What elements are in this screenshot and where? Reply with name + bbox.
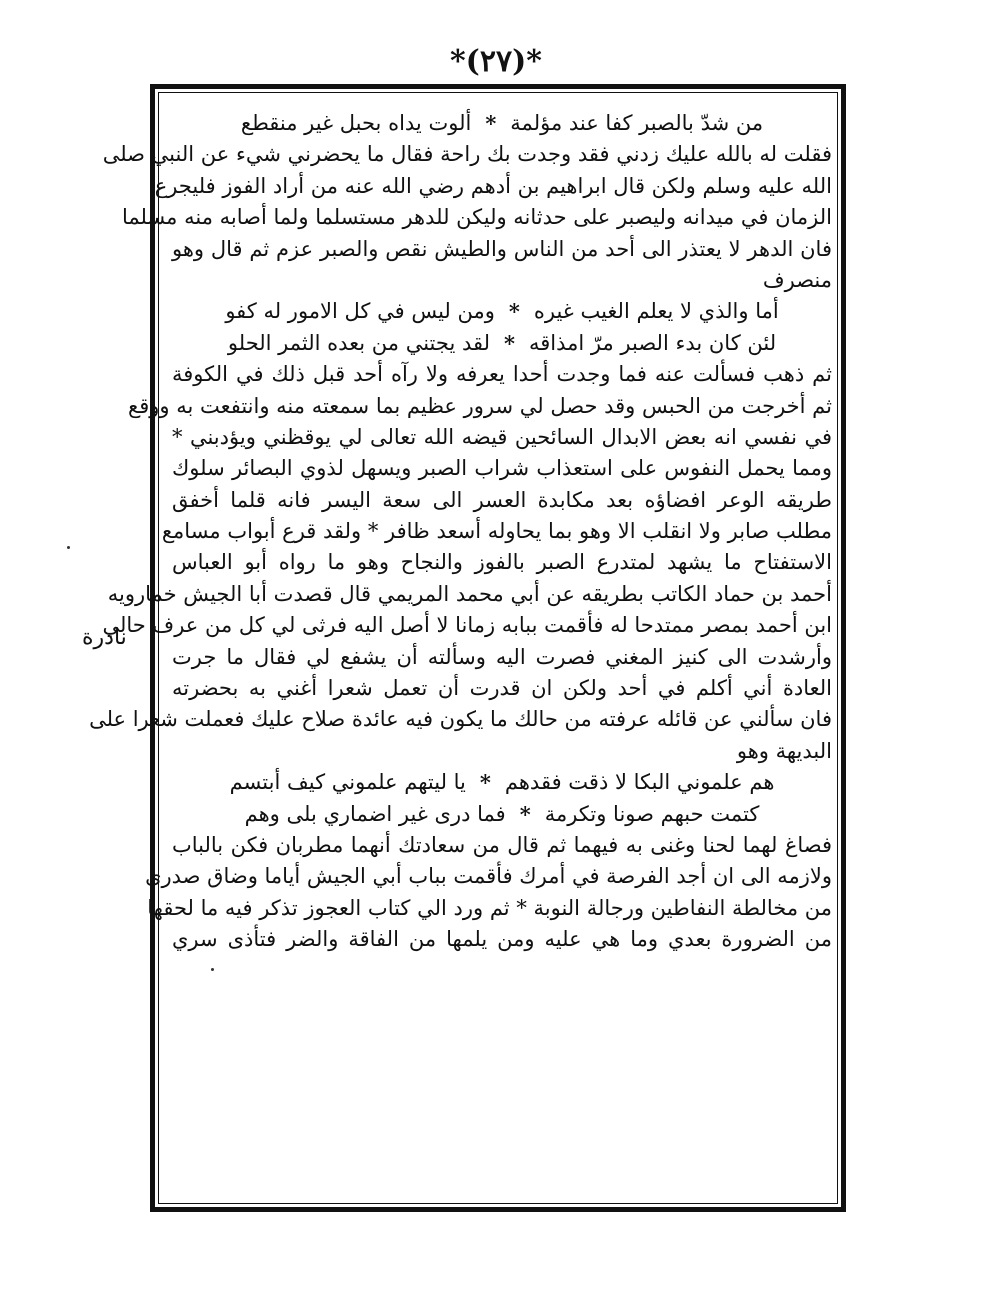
- prose-line: من مخالطة النفاطين ورجالة النوبة * ثم ورد الي كتاب العجوز تذكر فيه ما لحقها: [147, 895, 832, 920]
- verse-line: [172, 767, 832, 798]
- verse-second-hemistich: فما درى غير اضماري بلى وهم: [244, 801, 506, 826]
- prose-line: من الضرورة بعدي وما هي عليه ومن يلمها من الفاقة والضر فتأذى سري: [172, 927, 832, 952]
- prose-line: البديهة وهو: [736, 738, 832, 763]
- prose-line: الله عليه وسلم ولكن قال ابراهيم بن أدهم رضي الله عنه من أراد الفوز فليجرع: [154, 173, 832, 198]
- prose-line: فقلت له بالله عليك زدني فقد وجدت بك راحة فقال ما يحضرني شيء عن النبي صلى: [102, 142, 832, 167]
- verse-line: [172, 328, 832, 359]
- verse-first-hemistich: هم علموني البكا لا ذقت فقدهم: [504, 770, 775, 795]
- ink-speck: [211, 968, 214, 971]
- verse-first-hemistich: لئن كان بدء الصبر مرّ امذاقه: [529, 330, 777, 355]
- prose-line: فان سألني عن قائله عرفته من حالك ما يكون فيه عائدة صلاح عليك فعملت شعرا على: [89, 707, 832, 732]
- prose-line: مطلب صابر ولا انقلب الا وهو بما يحاوله أسعد ظافر * ولقد قرع أبواب مسامع: [161, 519, 832, 544]
- prose-line: وأرشدت الى كنيز المغني فصرت اليه وسألته أن يشفع لي فقال ما جرت: [172, 644, 832, 669]
- prose-line: الاستفتاح ما يشهد لمتدرع الصبر بالفوز والنجاح وهو ما رواه أبو العباس: [172, 550, 832, 575]
- prose-line: في نفسي انه بعض الابدال السائحين قيضه الله تعالى لي يوقظني ويؤدبني *: [172, 424, 832, 449]
- verse-separator-star: *: [504, 330, 515, 356]
- prose-line: الزمان في ميدانه وليصبر على حدثانه وليكن للدهر مستسلما ولما أصابه منه مسلما: [121, 205, 832, 230]
- verse-separator-star: *: [508, 299, 520, 325]
- verse-second-hemistich: ألوت يداه بحبل غير منقطع: [240, 111, 472, 135]
- verse-separator-star: *: [519, 801, 531, 827]
- verse-line: [172, 799, 832, 830]
- prose-line: ابن أحمد بمصر ممتدحا له فأقمت ببابه زمانا لا أصل اليه فرثى لي كل من عرف حالي: [102, 613, 832, 638]
- prose-line: العادة أني أكلم في أحد ولكن ان قدرت أن تعمل شعرا أغني به بحضرته: [172, 676, 832, 701]
- verse-second-hemistich: لقد يجتني من بعده الثمر الحلو: [227, 330, 491, 355]
- page-number: *(٢٧)*: [449, 44, 542, 79]
- prose-line: فان الدهر لا يعتذر الى أحد من الناس والطيش نقص والصبر عزم ثم قال وهو: [172, 236, 832, 261]
- verse-line: [172, 296, 832, 327]
- margin-note: نادرة: [82, 625, 127, 650]
- verse-separator-star: *: [485, 111, 497, 136]
- verse-line: [172, 108, 832, 139]
- prose-line: منصرف: [762, 267, 832, 292]
- ink-speck: [67, 546, 70, 549]
- prose-line: أحمد بن حماد الكاتب بطريقه عن أبي محمد المريمي قال قصدت أبا الجيش خمارويه: [107, 581, 832, 606]
- verse-second-hemistich: ومن ليس في كل الامور له كفو: [225, 299, 495, 324]
- prose-line: ومما يحمل النفوس على استعذاب شراب الصبر ويسهل لذوي البصائر سلوك: [172, 456, 832, 481]
- verse-first-hemistich: من شدّ بالصبر كفا عند مؤلمة: [510, 111, 764, 135]
- verse-first-hemistich: أما والذي لا يعلم الغيب غيره: [533, 299, 779, 324]
- verse-second-hemistich: يا ليتهم علموني كيف أبتسم: [229, 770, 466, 795]
- verse-separator-star: *: [479, 770, 491, 796]
- verse-first-hemistich: كتمت حبهم صونا وتكرمة: [544, 801, 760, 826]
- prose-line: فصاغ لهما لحنا وغنى به فيهما ثم قال من سعادتك أنهما مطربان فكن بالباب: [172, 832, 832, 857]
- prose-line: ثم أخرجت من الحبس وقد حصل لي سرور عظيم بما سمعته منه وانتفعت به ووقع: [128, 393, 832, 418]
- prose-line: ثم ذهب فسألت عنه فما وجدت أحدا يعرفه ولا رآه أحد قبل ذلك في الكوفة: [172, 362, 832, 387]
- prose-line: طريقه الوعر افضاؤه بعد مكابدة العسر الى سعة اليسر فانه قلما أخفق: [172, 487, 832, 512]
- prose-line: ولازمه الى ان أجد الفرصة في أمرك فأقمت بباب أبي الجيش أياما وضاق صدري: [145, 864, 832, 889]
